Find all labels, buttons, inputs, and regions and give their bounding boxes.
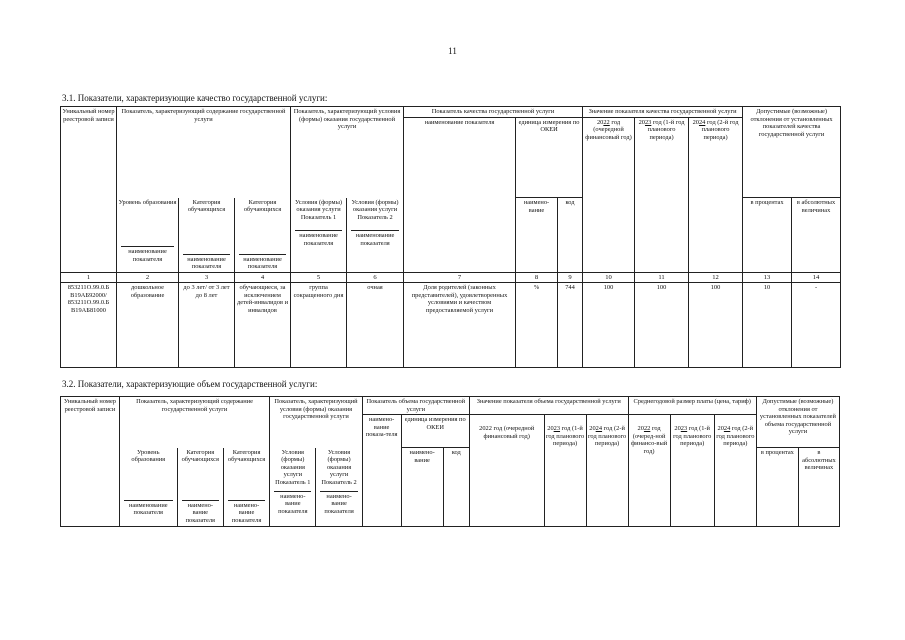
column-number: 10 [583, 273, 635, 283]
condition-indicator-1-header: Условия (формы) оказания услуги Показатель 1 наимено-вание показателя [270, 448, 316, 526]
value-2022: 100 [583, 283, 635, 368]
year-2022-header: 2022 год (очередной финансовый год) [583, 117, 635, 272]
volume-table [60, 396, 840, 527]
unit-name-header: наимено-вание [516, 198, 558, 273]
volume-2024-header: 2024 год (2-й год планового периода) [586, 415, 628, 526]
deviation-percent-header: в процентах [743, 198, 792, 273]
unit-code-header: код [558, 198, 583, 273]
column-number: 14 [792, 273, 841, 283]
quality-indicator: Доля родителей (законных представителей), удовлетворенных условиями и качеством предоставляемой услуги [404, 283, 516, 368]
volume-2022-header: 2022 год (очередной финансовый год) [469, 415, 544, 526]
conditions-indicator-header: Показатель, характеризующий условия (формы) оказания государственной услуги [291, 107, 404, 198]
deviation-header: Допустимые (возможные) отклонения от установленных показателей качества государственной услуги [743, 107, 841, 198]
page-number: 11 [448, 46, 457, 56]
student-category: обучающиеся, за исключением детей-инвалидов и инвалидов [235, 283, 291, 368]
column-number: 7 [404, 273, 516, 283]
price-2023-header: 2023 год (1-й год планового периода) [670, 415, 714, 526]
education-level: дошкольное образование [117, 283, 179, 368]
unit-header: единица измерения по ОКЕИ [401, 415, 469, 448]
condition-indicator-1-header: Условия (формы) оказания услуги Показатель 1 наименование показателя [291, 198, 347, 273]
column-number: 3 [179, 273, 235, 283]
unique-record-header: Уникальный номер реестровой записи [61, 397, 120, 527]
unit-header: единица измерения по ОКЕИ [516, 117, 583, 198]
student-category-header-1: Категория обучающихся наименование показателя [179, 198, 235, 273]
column-number: 13 [743, 273, 792, 283]
study-form: очная [347, 283, 404, 368]
value-2023: 100 [635, 283, 689, 368]
value-2024: 100 [689, 283, 743, 368]
price-header: Среднегодовой размер платы (цена, тариф) [628, 397, 756, 415]
condition-indicator-2-header: Условия (формы) оказания услуги Показатель 2 наименование показателя [347, 198, 404, 273]
column-number: 11 [635, 273, 689, 283]
deviation-percent-header: в процентах [756, 448, 798, 526]
student-category-header-2: Категория обучающихся наименование показателя [235, 198, 291, 273]
quality-indicator-header: Показатель качества государственной услуги [404, 107, 583, 118]
age-category: до 3 лет/ от 3 лет до 8 лет [179, 283, 235, 368]
deviation-absolute: - [792, 283, 841, 368]
unit-code-header: код [443, 448, 469, 526]
student-category-header-1: Категория обучающихся наимено-вание показателя [177, 448, 223, 526]
column-number: 8 [516, 273, 558, 283]
section-3-2-title: 3.2. Показатели, характеризующие объем государственной услуги: [62, 379, 318, 389]
conditions-indicator-header: Показатель, характеризующий условия (формы) оказания государственной услуги [270, 397, 363, 448]
education-level-header: Уровень образования наименование показателя [119, 448, 177, 526]
year-2023-header: 2023 год (1-й год планового периода) [635, 117, 689, 272]
registry-id: 853211О.99.0.Б В19АБ92000/ 853211О.99.0.Б В19АБ81000 [61, 283, 117, 368]
price-2022-header: 2022 год (очеред-ной финансо-вый год) [628, 415, 670, 526]
volume-indicator-header: Показатель объема государственной услуги [362, 397, 469, 415]
year-2024-header: 2024 год (2-й год планового периода) [689, 117, 743, 272]
column-number: 2 [117, 273, 179, 283]
column-number: 6 [347, 273, 404, 283]
quality-name-header: наименование показателя [404, 117, 516, 272]
volume-2023-header: 2023 год (1-й год планового периода) [544, 415, 586, 526]
unit-name-header: наимено-вание [401, 448, 443, 526]
table-row [61, 283, 841, 368]
deviation-absolute-header: в абсолютных величинах [792, 198, 841, 273]
student-category-header-2: Категория обучающихся наимено-вание показателя [223, 448, 269, 526]
quality-table [60, 106, 841, 368]
volume-value-header: Значение показателя объема государственной услуги [469, 397, 628, 415]
column-number: 4 [235, 273, 291, 283]
column-number: 5 [291, 273, 347, 283]
content-indicator-header: Показатель, характеризующий содержание государственной услуги [117, 107, 291, 198]
price-2024-header: 2024 год (2-й год планового периода) [714, 415, 756, 526]
education-level-header: Уровень образования наименование показателя [117, 198, 179, 273]
deviation-percent: 10 [743, 283, 792, 368]
column-number: 12 [689, 273, 743, 283]
column-number: 1 [61, 273, 117, 283]
unique-record-header: Уникальный номер реестровой записи [61, 107, 117, 273]
content-indicator-header: Показатель, характеризующий содержание государственной услуги [119, 397, 269, 448]
condition-indicator-2-header: Условия (формы) оказания услуги Показатель 2 наимено-вание показателя [316, 448, 362, 526]
section-3-1-title: 3.1. Показатели, характеризующие качество государственной услуги: [62, 93, 328, 103]
quality-value-header: Значение показателя качества государственной услуги [583, 107, 743, 118]
unit-name: % [516, 283, 558, 368]
deviation-absolute-header: в абсолютных величинах [798, 448, 839, 526]
deviation-header: Допустимые (возможные) отклонения от установленных показателей объема государственной услуги [756, 397, 839, 448]
unit-code: 744 [558, 283, 583, 368]
volume-name-header: наимено-вание показа-теля [362, 415, 401, 526]
group-type: группа сокращенного дня [291, 283, 347, 368]
column-number: 9 [558, 273, 583, 283]
